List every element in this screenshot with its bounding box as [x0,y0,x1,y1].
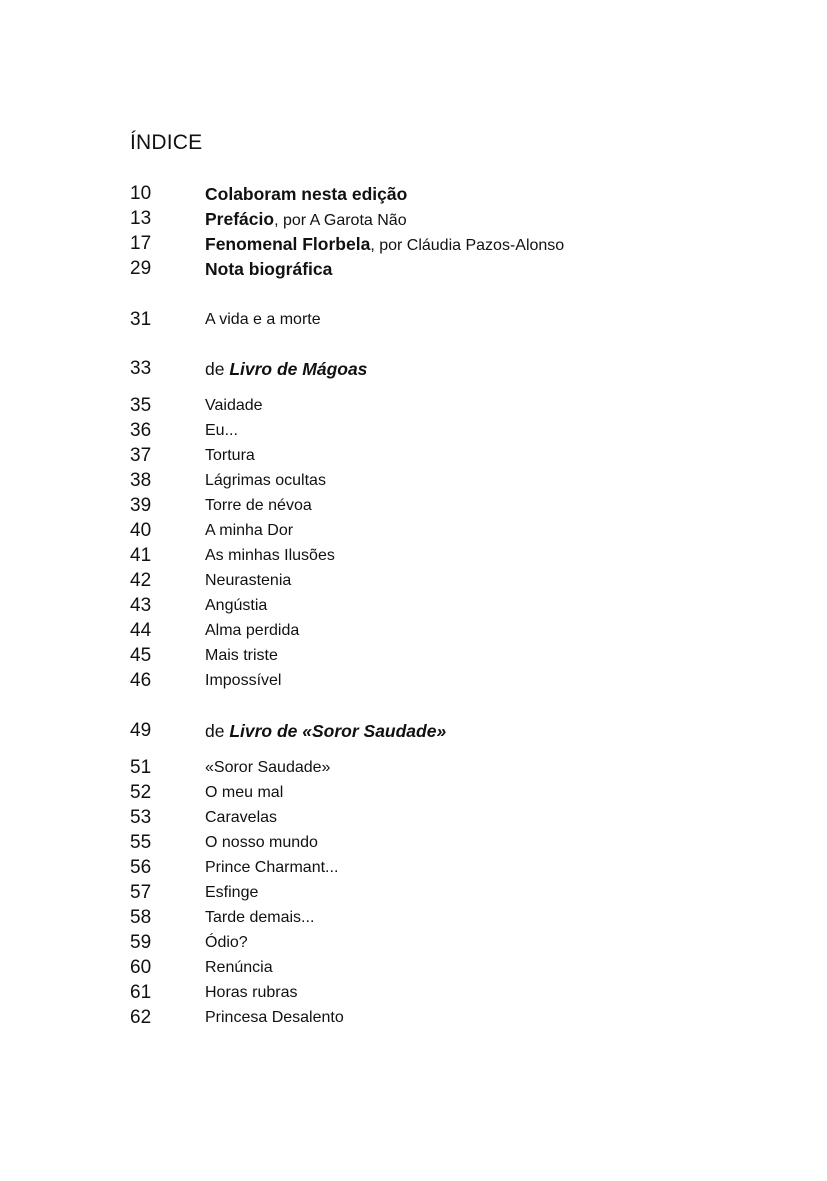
page-number: 38 [130,470,152,491]
page-number: 49 [130,720,152,741]
page-number: 51 [130,757,152,778]
entry-title: Impossível [205,672,282,689]
page-number: 39 [130,495,152,516]
page-number: 13 [130,208,152,229]
entry-title: Mais triste [205,647,278,664]
entry-title: Torre de névoa [205,497,312,514]
entry-suffix: , por Cláudia Pazos-Alonso [370,237,565,254]
page-number: 41 [130,545,152,566]
page-number: 10 [130,183,152,204]
entry-title: Tortura [205,447,255,464]
entry-title: Horas rubras [205,984,298,1001]
page-number: 58 [130,907,152,928]
entry-title: A minha Dor [205,522,294,539]
page-number: 57 [130,882,152,903]
entry-title: Prefácio [205,209,275,229]
entry-title: Angústia [205,597,268,614]
page-number: 62 [130,1007,152,1028]
entry-title: Vaidade [205,397,263,414]
entry-title: O nosso mundo [205,834,318,851]
section-prefix: de [205,721,230,741]
page-number: 53 [130,807,152,828]
entry-title: Prince Charmant... [205,859,339,876]
entry-title: O meu mal [205,784,284,801]
entry-title: Nota biográfica [205,259,333,279]
page-number: 45 [130,645,152,666]
page-number: 56 [130,857,152,878]
page-number: 42 [130,570,152,591]
book-title: Livro de «Soror Saudade» [229,721,447,741]
entry-suffix: , por A Garota Não [274,212,407,229]
entry-title: Lágrimas ocultas [205,472,326,489]
entry-title: A vida e a morte [205,311,321,328]
page-number: 40 [130,520,152,541]
entry-title: Neurastenia [205,572,292,589]
page-number: 52 [130,782,152,803]
page-number: 61 [130,982,152,1003]
section-prefix: de [205,359,230,379]
page-number: 43 [130,595,152,616]
page-number: 36 [130,420,152,441]
entry-title: «Soror Saudade» [205,759,331,776]
page-number: 60 [130,957,152,978]
page-number: 31 [130,309,152,330]
page-number: 17 [130,233,152,254]
entry-title: Princesa Desalento [205,1009,344,1026]
entry-title: Caravelas [205,809,278,826]
page-number: 29 [130,258,152,279]
entry-title: Tarde demais... [205,909,315,926]
entry-title: Esfinge [205,884,259,901]
page-number: 59 [130,932,152,953]
page-number: 55 [130,832,152,853]
entry-title: Renúncia [205,959,273,976]
entry-title: Ódio? [205,934,248,951]
entry-title: Colaboram nesta edição [205,184,408,204]
page-number: 46 [130,670,152,691]
page-number: 33 [130,358,152,379]
page-number: 44 [130,620,152,641]
entry-title: As minhas Ilusões [205,547,335,564]
entry-title: Eu... [205,422,238,439]
entry-title: Fenomenal Florbela [205,234,371,254]
page-number: 37 [130,445,152,466]
book-title: Livro de Mágoas [229,359,368,379]
page-number: 35 [130,395,152,416]
index-heading: ÍNDICE [130,131,203,154]
entry-title: Alma perdida [205,622,300,639]
